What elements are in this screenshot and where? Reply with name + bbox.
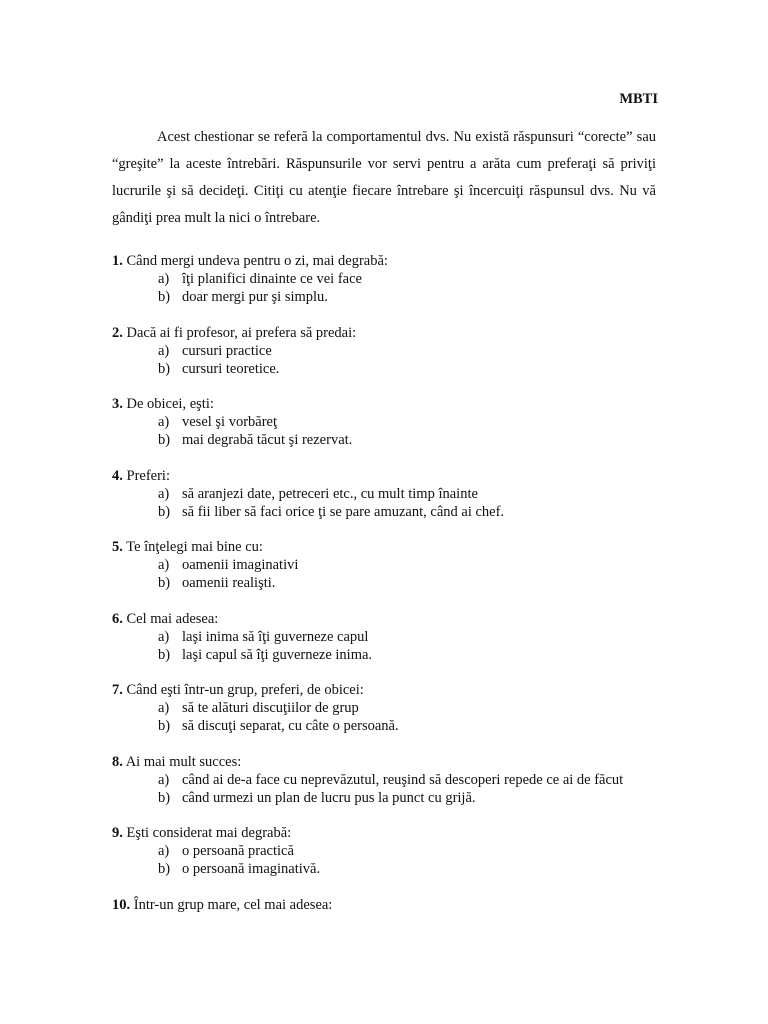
answer-option[interactable] [112,342,672,360]
answer-list [112,628,672,664]
question-text: Când mergi undeva pentru o zi, mai degrabă: [126,253,388,269]
question-number: 9. [112,825,123,841]
answer-list [112,771,672,807]
answer-option[interactable] [112,628,672,646]
answer-text: să aranjezi date, petreceri etc., cu mult timp înainte [182,485,478,502]
answer-letter: b) [158,789,171,806]
answer-letter: b) [158,432,171,448]
question-number: 2. [112,324,123,341]
question-number: 1. [112,253,123,269]
answer-option[interactable] [112,503,672,521]
question-text: Te înţelegi mai bine cu: [126,539,263,555]
answer-text: oamenii imaginativi [182,557,299,573]
answer-letter: a) [158,628,170,645]
answer-option[interactable] [112,860,672,878]
question-line [112,610,672,628]
answer-text: o persoană imaginativă. [182,861,321,877]
question-item [112,824,672,896]
answer-option[interactable] [112,270,672,288]
question-item [112,896,672,968]
question-text: Cel mai adesea: [126,610,219,627]
answer-option[interactable] [112,485,672,503]
answer-text: îţi planifici dinainte ce vei face [182,271,362,287]
question-item [112,681,672,753]
answer-option[interactable] [112,771,672,789]
question-line [112,324,672,342]
question-item [112,610,672,682]
answer-letter: b) [158,646,171,663]
question-line [112,896,672,914]
answer-text: să fii liber să faci orice ţi se pare amuzant, când ai chef. [182,503,505,520]
answer-list [112,485,672,521]
answer-text: cursuri practice [182,342,272,359]
answer-list [112,556,672,592]
answer-letter: b) [158,503,171,520]
answer-option[interactable] [112,699,672,717]
question-number: 6. [112,610,123,627]
answer-option[interactable] [112,842,672,860]
answer-text: să te alături discuţiilor de grup [182,700,359,716]
question-text: De obicei, eşti: [126,396,214,412]
question-item [112,252,672,324]
answer-option[interactable] [112,646,672,664]
answer-letter: a) [158,342,170,359]
answer-option[interactable] [112,360,672,378]
question-text: Preferi: [126,467,170,484]
answer-text: cursuri teoretice. [182,360,280,377]
answer-list [112,699,672,735]
answer-text: mai degrabă tăcut şi rezervat. [182,432,353,448]
answer-letter: b) [158,861,171,877]
answer-text: să discuţi separat, cu câte o persoană. [182,718,399,734]
answer-letter: a) [158,771,170,788]
question-item [112,324,672,396]
answer-letter: b) [158,718,171,734]
question-line [112,538,672,556]
answer-text: o persoană practică [182,843,294,859]
answer-letter: a) [158,414,170,430]
answer-option[interactable] [112,556,672,574]
question-text: Eşti considerat mai degrabă: [126,825,292,841]
question-item [112,538,672,610]
answer-letter: a) [158,485,170,502]
answer-letter: a) [158,700,170,716]
question-item [112,467,672,539]
answer-option[interactable] [112,288,672,306]
answer-list [112,413,672,449]
answer-letter: a) [158,271,170,287]
answer-letter: b) [158,575,171,591]
intro-paragraph: Acest chestionar se referă la comportamentul dvs. Nu există răspunsuri “corecte” sau “greşite” la aceste întrebări. Răspunsurile vor servi pentru a arăta cum preferaţi să priviţi lucrurile şi să decideţi. Citiţi cu atenţie fiecare întrebare şi încercuiţi răspunsul dvs. Nu vă gândiţi prea mult la nici o întrebare. [112,129,656,226]
question-text: Când eşti într-un grup, preferi, de obicei: [126,682,364,698]
question-line [112,467,672,485]
answer-list [112,342,672,378]
answer-text: laşi capul să îţi guverneze inima. [182,646,373,663]
question-number: 7. [112,682,123,698]
answer-letter: a) [158,843,170,859]
question-list [112,252,672,967]
question-item [112,753,672,825]
answer-option[interactable] [112,717,672,735]
answer-text: vesel şi vorbăreţ [182,414,278,430]
question-line [112,252,672,270]
page-title: MBTI [619,91,658,107]
answer-option[interactable] [112,431,672,449]
answer-letter: b) [158,360,171,377]
question-line [112,395,672,413]
question-text: Ai mai mult succes: [125,753,242,770]
question-number: 5. [112,539,123,555]
answer-text: oamenii realişti. [182,575,276,591]
answer-text: când urmezi un plan de lucru pus la punct cu grijă. [182,789,476,806]
answer-text: doar mergi pur şi simplu. [182,289,328,305]
question-line [112,681,672,699]
question-number: 4. [112,467,123,484]
question-text: Într-un grup mare, cel mai adesea: [133,896,333,913]
question-line [112,753,672,771]
answer-letter: a) [158,557,170,573]
answer-letter: b) [158,289,171,305]
answer-option[interactable] [112,789,672,807]
question-line [112,824,672,842]
answer-option[interactable] [112,413,672,431]
question-number: 3. [112,396,123,412]
answer-option[interactable] [112,574,672,592]
question-text: Dacă ai fi profesor, ai prefera să predai: [126,324,357,341]
question-item [112,395,672,467]
answer-list [112,842,672,878]
question-number: 8. [112,753,123,770]
answer-text: când ai de-a face cu neprevăzutul, reuşind să descoperi repede ce ai de făcut [182,771,624,788]
answer-text: laşi inima să îţi guverneze capul [182,628,369,645]
answer-list [112,270,672,306]
question-number: 10. [112,896,131,913]
